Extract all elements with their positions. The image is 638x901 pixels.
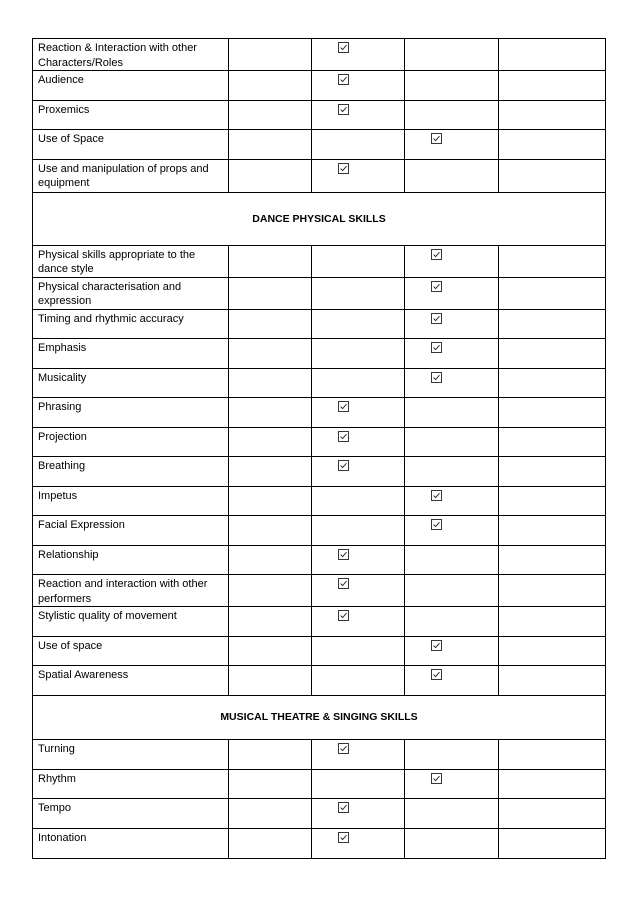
rating-cell-2[interactable] xyxy=(312,309,405,339)
rating-cell-3[interactable] xyxy=(405,516,499,546)
rating-cell-1[interactable] xyxy=(229,828,312,858)
rating-cell-3[interactable] xyxy=(405,486,499,516)
table-row xyxy=(33,739,606,769)
rating-cell-2[interactable] xyxy=(312,159,405,192)
rating-cell-2[interactable] xyxy=(312,486,405,516)
checked-box-icon[interactable] xyxy=(431,281,442,292)
skill-label: Emphasis xyxy=(33,339,229,369)
rating-cell-1[interactable] xyxy=(229,457,312,487)
rating-cell-2[interactable] xyxy=(312,575,405,607)
table-row xyxy=(33,130,606,160)
skill-label: Facial Expression xyxy=(33,516,229,546)
skill-label: Stylistic quality of movement xyxy=(33,607,229,637)
checked-box-icon[interactable] xyxy=(431,342,442,353)
section-title: DANCE PHYSICAL SKILLS xyxy=(33,192,606,245)
checked-box-icon[interactable] xyxy=(431,640,442,651)
skill-label: Projection xyxy=(33,427,229,457)
rating-cell-3[interactable] xyxy=(405,368,499,398)
rating-cell-2[interactable] xyxy=(312,545,405,575)
rating-cell-1[interactable] xyxy=(229,575,312,607)
rating-cell-2[interactable] xyxy=(312,339,405,369)
rating-cell-2[interactable] xyxy=(312,799,405,829)
table-row xyxy=(33,277,606,309)
skill-label: Turning xyxy=(33,739,229,769)
skill-label: Use of Space xyxy=(33,130,229,160)
rating-cell-2[interactable] xyxy=(312,71,405,101)
rating-cell-1[interactable] xyxy=(229,516,312,546)
rating-cell-1[interactable] xyxy=(229,739,312,769)
rating-cell-1[interactable] xyxy=(229,309,312,339)
checked-box-icon[interactable] xyxy=(338,549,349,560)
rating-cell-1[interactable] xyxy=(229,799,312,829)
rating-cell-1[interactable] xyxy=(229,607,312,637)
skill-label: Musicality xyxy=(33,368,229,398)
table-row xyxy=(33,828,606,858)
rating-cell-1[interactable] xyxy=(229,636,312,666)
checked-box-icon[interactable] xyxy=(338,163,349,174)
rating-cell-1[interactable] xyxy=(229,339,312,369)
rating-cell-2[interactable] xyxy=(312,666,405,696)
rating-cell-4[interactable] xyxy=(499,457,606,487)
section-title: MUSICAL THEATRE & SINGING SKILLS xyxy=(33,695,606,739)
rating-cell-2[interactable] xyxy=(312,769,405,799)
rating-cell-3[interactable] xyxy=(405,545,499,575)
rating-cell-3[interactable] xyxy=(405,769,499,799)
rating-cell-4[interactable] xyxy=(499,71,606,101)
rating-cell-3[interactable] xyxy=(405,739,499,769)
rating-cell-3[interactable] xyxy=(405,427,499,457)
checked-box-icon[interactable] xyxy=(338,802,349,813)
table-row xyxy=(33,398,606,428)
rating-cell-2[interactable] xyxy=(312,828,405,858)
table-row xyxy=(33,769,606,799)
table-row xyxy=(33,339,606,369)
rating-cell-4[interactable] xyxy=(499,309,606,339)
rating-cell-3[interactable] xyxy=(405,828,499,858)
rating-cell-4[interactable] xyxy=(499,100,606,130)
table-row xyxy=(33,607,606,637)
checked-box-icon[interactable] xyxy=(431,519,442,530)
checked-box-icon[interactable] xyxy=(338,401,349,412)
skill-label: Rhythm xyxy=(33,769,229,799)
section-header-row xyxy=(33,192,606,245)
rating-cell-4[interactable] xyxy=(499,130,606,160)
rating-cell-3[interactable] xyxy=(405,309,499,339)
rating-cell-3[interactable] xyxy=(405,130,499,160)
checked-box-icon[interactable] xyxy=(431,773,442,784)
rating-cell-1[interactable] xyxy=(229,245,312,277)
rating-cell-2[interactable] xyxy=(312,398,405,428)
rating-cell-2[interactable] xyxy=(312,368,405,398)
rating-cell-3[interactable] xyxy=(405,398,499,428)
rating-cell-3[interactable] xyxy=(405,245,499,277)
skill-label: Reaction & Interaction with other Characters/Roles xyxy=(33,39,229,71)
checked-box-icon[interactable] xyxy=(338,832,349,843)
skill-label: Proxemics xyxy=(33,100,229,130)
skill-label: Physical skills appropriate to the dance style xyxy=(33,245,229,277)
rating-cell-3[interactable] xyxy=(405,575,499,607)
rating-cell-3[interactable] xyxy=(405,71,499,101)
section-header-row xyxy=(33,695,606,739)
rating-cell-2[interactable] xyxy=(312,100,405,130)
rating-cell-4[interactable] xyxy=(499,828,606,858)
rating-cell-2[interactable] xyxy=(312,130,405,160)
rating-cell-2[interactable] xyxy=(312,607,405,637)
rating-cell-2[interactable] xyxy=(312,39,405,71)
skill-label: Phrasing xyxy=(33,398,229,428)
checked-box-icon[interactable] xyxy=(431,313,442,324)
checked-box-icon[interactable] xyxy=(338,578,349,589)
checked-box-icon[interactable] xyxy=(338,610,349,621)
table-row xyxy=(33,245,606,277)
table-row xyxy=(33,575,606,607)
rating-cell-4[interactable] xyxy=(499,368,606,398)
rating-cell-4[interactable] xyxy=(499,339,606,369)
checked-box-icon[interactable] xyxy=(338,431,349,442)
rating-cell-1[interactable] xyxy=(229,277,312,309)
rating-cell-4[interactable] xyxy=(499,398,606,428)
rating-cell-4[interactable] xyxy=(499,277,606,309)
rating-cell-3[interactable] xyxy=(405,277,499,309)
rating-cell-2[interactable] xyxy=(312,277,405,309)
rating-cell-1[interactable] xyxy=(229,545,312,575)
rating-cell-3[interactable] xyxy=(405,339,499,369)
rating-cell-2[interactable] xyxy=(312,636,405,666)
rating-cell-1[interactable] xyxy=(229,427,312,457)
checked-box-icon[interactable] xyxy=(338,42,349,53)
skill-label: Reaction and interaction with other performers xyxy=(33,575,229,607)
rating-cell-4[interactable] xyxy=(499,575,606,607)
rating-cell-4[interactable] xyxy=(499,516,606,546)
skill-label: Timing and rhythmic accuracy xyxy=(33,309,229,339)
rating-cell-1[interactable] xyxy=(229,368,312,398)
rating-cell-4[interactable] xyxy=(499,799,606,829)
table-row xyxy=(33,457,606,487)
checked-box-icon[interactable] xyxy=(431,669,442,680)
table-row xyxy=(33,636,606,666)
checked-box-icon[interactable] xyxy=(338,104,349,115)
table-row xyxy=(33,486,606,516)
checked-box-icon[interactable] xyxy=(431,133,442,144)
checked-box-icon[interactable] xyxy=(431,490,442,501)
rating-cell-4[interactable] xyxy=(499,486,606,516)
skill-label: Relationship xyxy=(33,545,229,575)
rating-cell-4[interactable] xyxy=(499,607,606,637)
table-row xyxy=(33,159,606,192)
rating-cell-4[interactable] xyxy=(499,636,606,666)
checked-box-icon[interactable] xyxy=(431,249,442,260)
rating-cell-3[interactable] xyxy=(405,100,499,130)
table-row xyxy=(33,545,606,575)
rating-cell-4[interactable] xyxy=(499,159,606,192)
rating-cell-3[interactable] xyxy=(405,607,499,637)
table-row xyxy=(33,309,606,339)
rating-cell-3[interactable] xyxy=(405,666,499,696)
rating-cell-4[interactable] xyxy=(499,769,606,799)
table-row xyxy=(33,368,606,398)
skill-label: Audience xyxy=(33,71,229,101)
checked-box-icon[interactable] xyxy=(338,743,349,754)
rating-cell-3[interactable] xyxy=(405,636,499,666)
rating-cell-2[interactable] xyxy=(312,516,405,546)
skill-label: Tempo xyxy=(33,799,229,829)
table-row xyxy=(33,39,606,71)
rating-cell-3[interactable] xyxy=(405,799,499,829)
rating-cell-3[interactable] xyxy=(405,457,499,487)
skill-label: Physical characterisation and expression xyxy=(33,277,229,309)
rating-cell-4[interactable] xyxy=(499,666,606,696)
checked-box-icon[interactable] xyxy=(431,372,442,383)
rating-cell-1[interactable] xyxy=(229,398,312,428)
rating-cell-4[interactable] xyxy=(499,545,606,575)
rating-cell-2[interactable] xyxy=(312,457,405,487)
table-row xyxy=(33,100,606,130)
rating-cell-1[interactable] xyxy=(229,666,312,696)
table-row xyxy=(33,427,606,457)
table-row xyxy=(33,516,606,546)
skill-label: Use and manipulation of props and equipment xyxy=(33,159,229,192)
rating-cell-1[interactable] xyxy=(229,486,312,516)
rating-cell-3[interactable] xyxy=(405,39,499,71)
skill-label: Use of space xyxy=(33,636,229,666)
rating-cell-2[interactable] xyxy=(312,739,405,769)
rating-cell-4[interactable] xyxy=(499,245,606,277)
rating-cell-1[interactable] xyxy=(229,100,312,130)
skill-label: Impetus xyxy=(33,486,229,516)
rating-cell-4[interactable] xyxy=(499,427,606,457)
rating-cell-1[interactable] xyxy=(229,130,312,160)
skill-label: Intonation xyxy=(33,828,229,858)
rating-cell-2[interactable] xyxy=(312,427,405,457)
rating-cell-3[interactable] xyxy=(405,159,499,192)
skill-label: Spatial Awareness xyxy=(33,666,229,696)
rating-cell-4[interactable] xyxy=(499,39,606,71)
skill-label: Breathing xyxy=(33,457,229,487)
table-row xyxy=(33,666,606,696)
skills-assessment-table xyxy=(32,38,606,859)
table-row xyxy=(33,71,606,101)
checked-box-icon[interactable] xyxy=(338,460,349,471)
rating-cell-1[interactable] xyxy=(229,769,312,799)
table-row xyxy=(33,799,606,829)
checked-box-icon[interactable] xyxy=(338,74,349,85)
rating-cell-1[interactable] xyxy=(229,39,312,71)
rating-cell-1[interactable] xyxy=(229,159,312,192)
rating-cell-1[interactable] xyxy=(229,71,312,101)
rating-cell-2[interactable] xyxy=(312,245,405,277)
rating-cell-4[interactable] xyxy=(499,739,606,769)
